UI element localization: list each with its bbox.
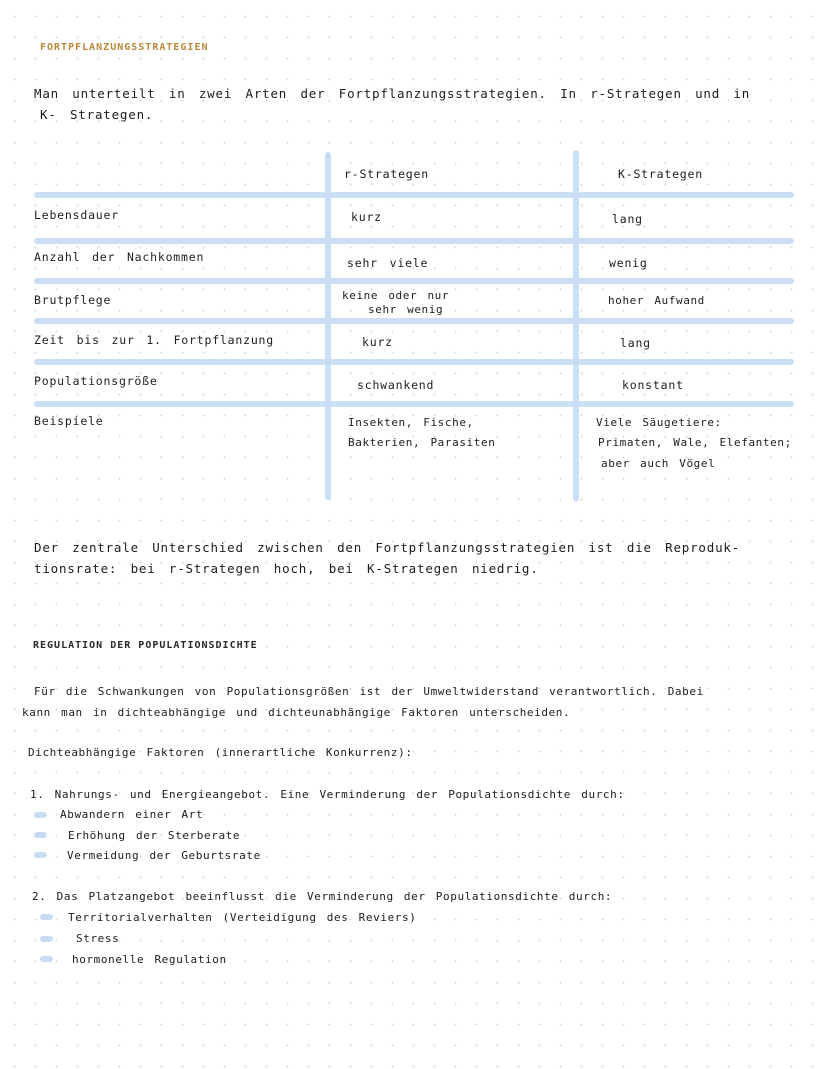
table-divider-horizontal (34, 401, 794, 407)
subheading-dichteabhaengig: Dichteabhängige Faktoren (innerartliche Konkurrenz): (28, 746, 413, 759)
row-label-beispiele: Beispiele (34, 414, 104, 428)
bullet-marker (34, 852, 47, 858)
table-divider-horizontal (34, 359, 794, 365)
row-label-brutpflege: Brutpflege (34, 293, 112, 307)
bullet-marker (40, 914, 53, 920)
bullet-item: Abwandern einer Art (60, 808, 204, 821)
table-cell: wenig (609, 256, 648, 270)
bullet-item: hormonelle Regulation (72, 953, 227, 966)
table-cell: sehr wenig (368, 303, 444, 316)
table-divider-horizontal (34, 238, 794, 244)
intro-text-line-2: K- Strategen. (40, 107, 154, 122)
table-cell: kurz (362, 335, 393, 349)
column-header-r: r-Strategen (344, 167, 429, 181)
bullet-marker (34, 812, 47, 818)
list-item-title: 2. Das Platzangebot beeinflusst die Verminderung der Populationsdichte durch: (32, 890, 613, 903)
regulation-paragraph-line-1: Für die Schwankungen von Populationsgrößen ist der Umweltwiderstand verantwortlich. Dabei (34, 685, 704, 698)
table-cell: keine oder nur (342, 289, 450, 302)
section-heading-fortpflanzung: FORTPFLANZUNGSSTRATEGIEN (40, 42, 209, 53)
section-heading-regulation: REGULATION DER POPULATIONSDICHTE (33, 640, 258, 651)
table-cell: konstant (622, 378, 684, 392)
column-header-k: K-Strategen (618, 167, 703, 181)
table-cell: Bakterien, Parasiten (348, 436, 496, 449)
bullet-marker (40, 956, 53, 962)
row-label-lebensdauer: Lebensdauer (34, 208, 119, 222)
summary-line-2: tionsrate: bei r-Strategen hoch, bei K-Strategen niedrig. (34, 561, 539, 576)
intro-text-line-1: Man unterteilt in zwei Arten der Fortpflanzungsstrategien. In r-Strategen und in (34, 86, 751, 101)
bullet-item: Erhöhung der Sterberate (68, 829, 241, 842)
table-divider-horizontal (34, 278, 794, 284)
list-item-title: 1. Nahrungs- und Energieangebot. Eine Verminderung der Populationsdichte durch: (30, 788, 625, 801)
row-label-anzahl-nachkommen: Anzahl der Nachkommen (34, 250, 205, 264)
table-cell: Viele Säugetiere: (596, 416, 722, 429)
table-cell: aber auch Vögel (601, 457, 716, 470)
table-cell: Insekten, Fische, (348, 416, 474, 429)
table-cell: sehr viele (347, 256, 429, 270)
bullet-item: Territorialverhalten (Verteidigung des Reviers) (68, 911, 417, 924)
table-divider-horizontal (34, 318, 794, 324)
table-cell: lang (612, 212, 643, 226)
table-divider-horizontal (34, 192, 794, 198)
table-cell: schwankend (357, 378, 435, 392)
bullet-marker (40, 936, 53, 942)
table-cell: hoher Aufwand (608, 294, 705, 307)
table-cell: Primaten, Wale, Elefanten; (598, 436, 792, 449)
row-label-populationsgroesse: Populationsgröße (34, 374, 158, 388)
table-cell: lang (620, 336, 651, 350)
summary-line-1: Der zentrale Unterschied zwischen den Fortpflanzungsstrategien ist die Reproduk- (34, 540, 741, 555)
bullet-item: Vermeidung der Geburtsrate (67, 849, 261, 862)
bullet-item: Stress (76, 932, 120, 945)
row-label-zeit-fortpflanzung: Zeit bis zur 1. Fortpflanzung (34, 333, 274, 347)
table-divider-vertical-2 (573, 150, 579, 502)
bullet-marker (34, 832, 47, 838)
regulation-paragraph-line-2: kann man in dichteabhängige und dichteunabhängige Faktoren unterscheiden. (22, 706, 571, 719)
table-cell: kurz (351, 210, 382, 224)
table-divider-vertical-1 (325, 152, 331, 500)
